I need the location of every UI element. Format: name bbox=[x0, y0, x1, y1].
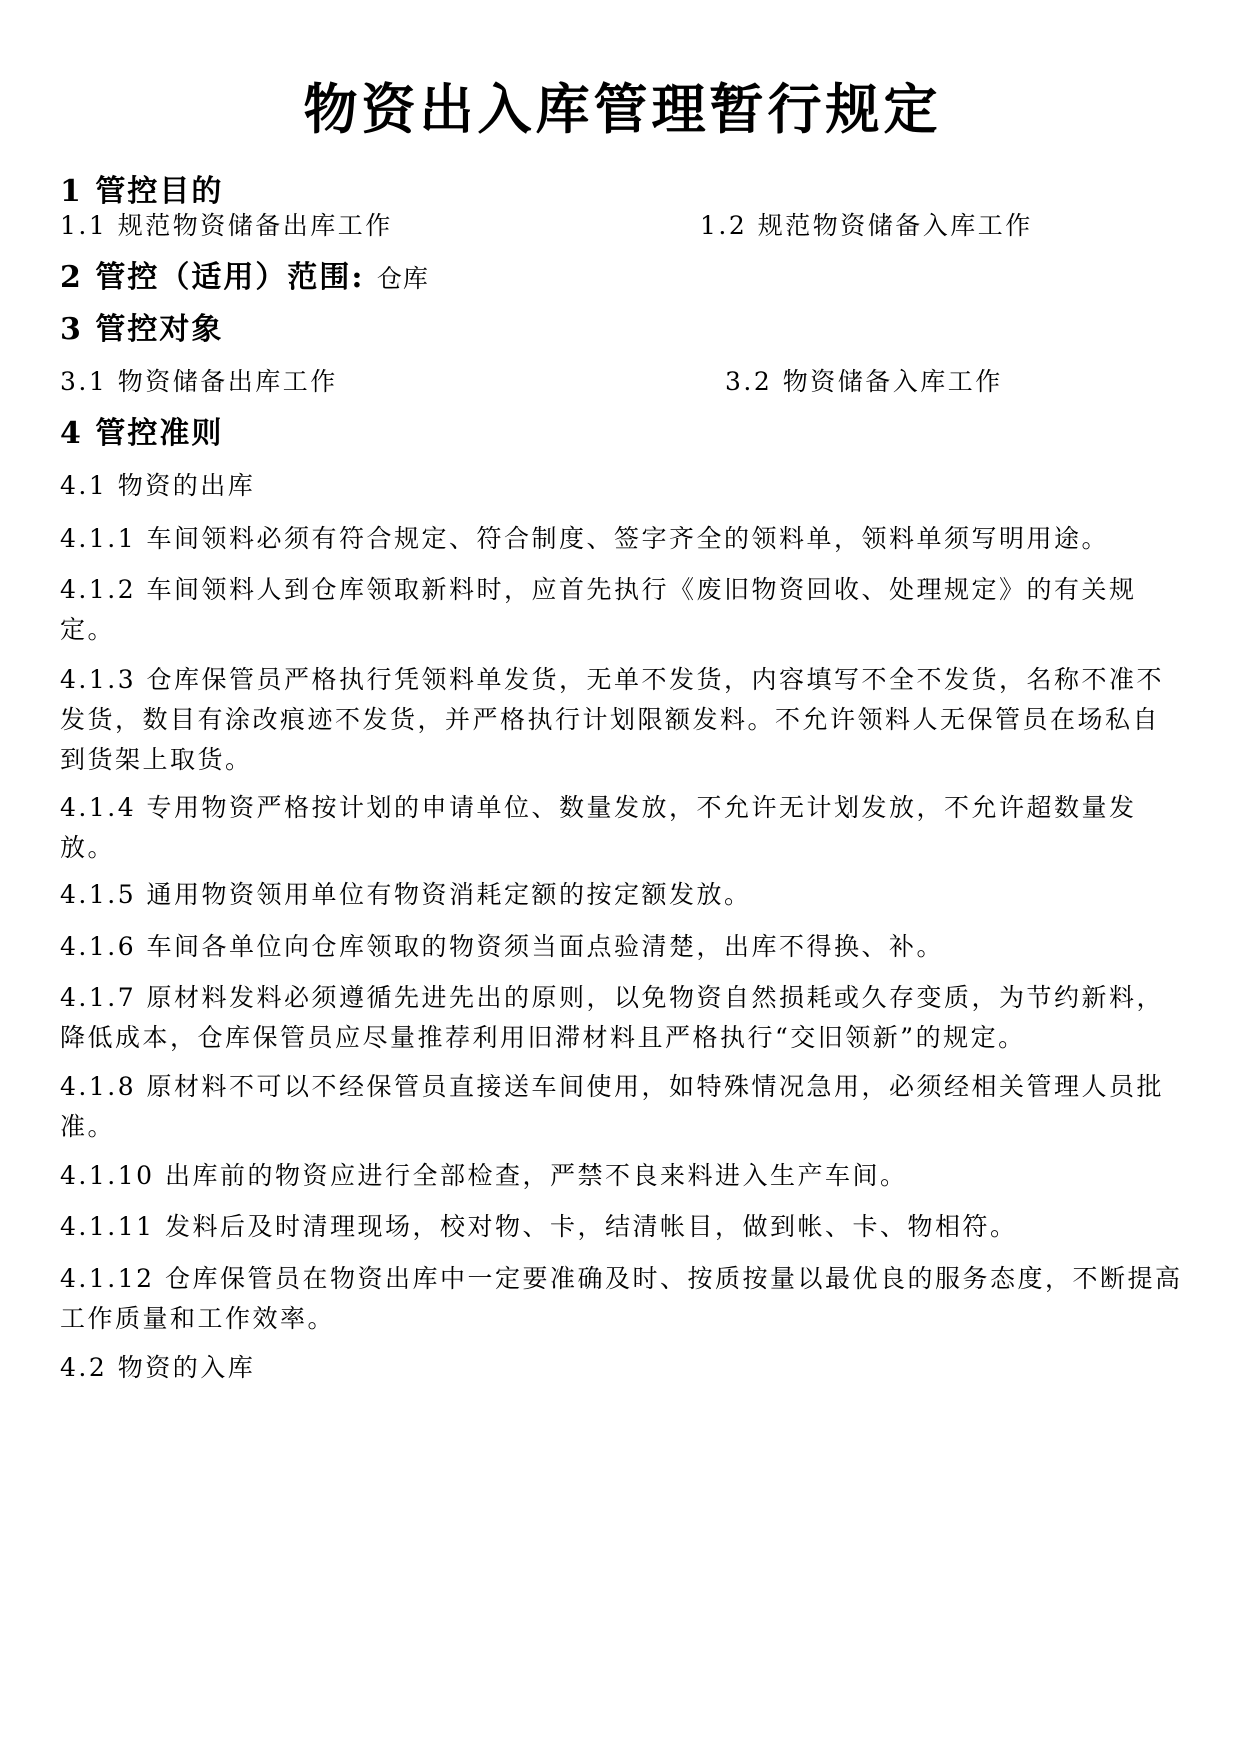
section-2-value: 仓库 bbox=[376, 264, 429, 293]
item-3-2: 3.2 物资储备入库工作 bbox=[725, 367, 1003, 396]
item-1-2: 1.2 规范物资储备入库工作 bbox=[700, 211, 1033, 240]
clause-4-1-4: 4.1.4 专用物资严格按计划的申请单位、数量发放，不允许无计划发放，不允许超数量发放。 bbox=[60, 793, 1137, 862]
clause-4-1-10: 4.1.10 出库前的物资应进行全部检查，严禁不良来料进入生产车间。 bbox=[60, 1161, 908, 1190]
clause-4-1-1: 4.1.1 车间领料必须有符合规定、符合制度、签字齐全的领料单，领料单须写明用途。 bbox=[60, 524, 1110, 553]
section-3-heading: 3 管控对象 bbox=[60, 312, 224, 347]
clause-4-1-12: 4.1.12 仓库保管员在物资出库中一定要准确及时、按质按量以最优良的服务态度，不断提高工作质量和工作效率。 bbox=[60, 1264, 1183, 1333]
item-1-1: 1.1 规范物资储备出库工作 bbox=[60, 211, 393, 240]
section-2-label: 2 管控（适用）范围: bbox=[60, 260, 365, 295]
clause-4-1-8: 4.1.8 原材料不可以不经保管员直接送车间使用，如特殊情况急用，必须经相关管理人员批准。 bbox=[60, 1072, 1165, 1141]
clause-4-1-5: 4.1.5 通用物资领用单位有物资消耗定额的按定额发放。 bbox=[60, 880, 752, 909]
subsection-4-2: 4.2 物资的入库 bbox=[60, 1353, 256, 1382]
document-title: 物资出入库管理暂行规定 bbox=[303, 77, 942, 141]
section-1-heading: 1 管控目的 bbox=[60, 174, 224, 209]
section-4-heading: 4 管控准则 bbox=[60, 416, 224, 451]
clause-4-1-6: 4.1.6 车间各单位向仓库领取的物资须当面点验清楚，出库不得换、补。 bbox=[60, 932, 945, 961]
clause-4-1-11: 4.1.11 发料后及时清理现场，校对物、卡，结清帐目，做到帐、卡、物相符。 bbox=[60, 1212, 1018, 1241]
section-1-items bbox=[60, 206, 1185, 246]
clause-4-1-2: 4.1.2 车间领料人到仓库领取新料时，应首先执行《废旧物资回收、处理规定》的有关规定。 bbox=[60, 575, 1137, 644]
subsection-4-1: 4.1 物资的出库 bbox=[60, 471, 256, 500]
section-3-items bbox=[60, 362, 1185, 402]
clause-4-1-3: 4.1.3 仓库保管员严格执行凭领料单发货，无单不发货，内容填写不全不发货，名称不准不发货，数目有涂改痕迹不发货，并严格执行计划限额发料。不允许领料人无保管员在场私自到货架上取货。 bbox=[60, 665, 1165, 774]
clause-4-1-7: 4.1.7 原材料发料必须遵循先进先出的原则，以免物资自然损耗或久存变质，为节约新料，降低成本，仓库保管员应尽量推荐利用旧滞材料且严格执行“交旧领新”的规定。 bbox=[60, 983, 1165, 1052]
item-3-1: 3.1 物资储备出库工作 bbox=[60, 367, 338, 396]
section-2-heading bbox=[60, 258, 429, 299]
